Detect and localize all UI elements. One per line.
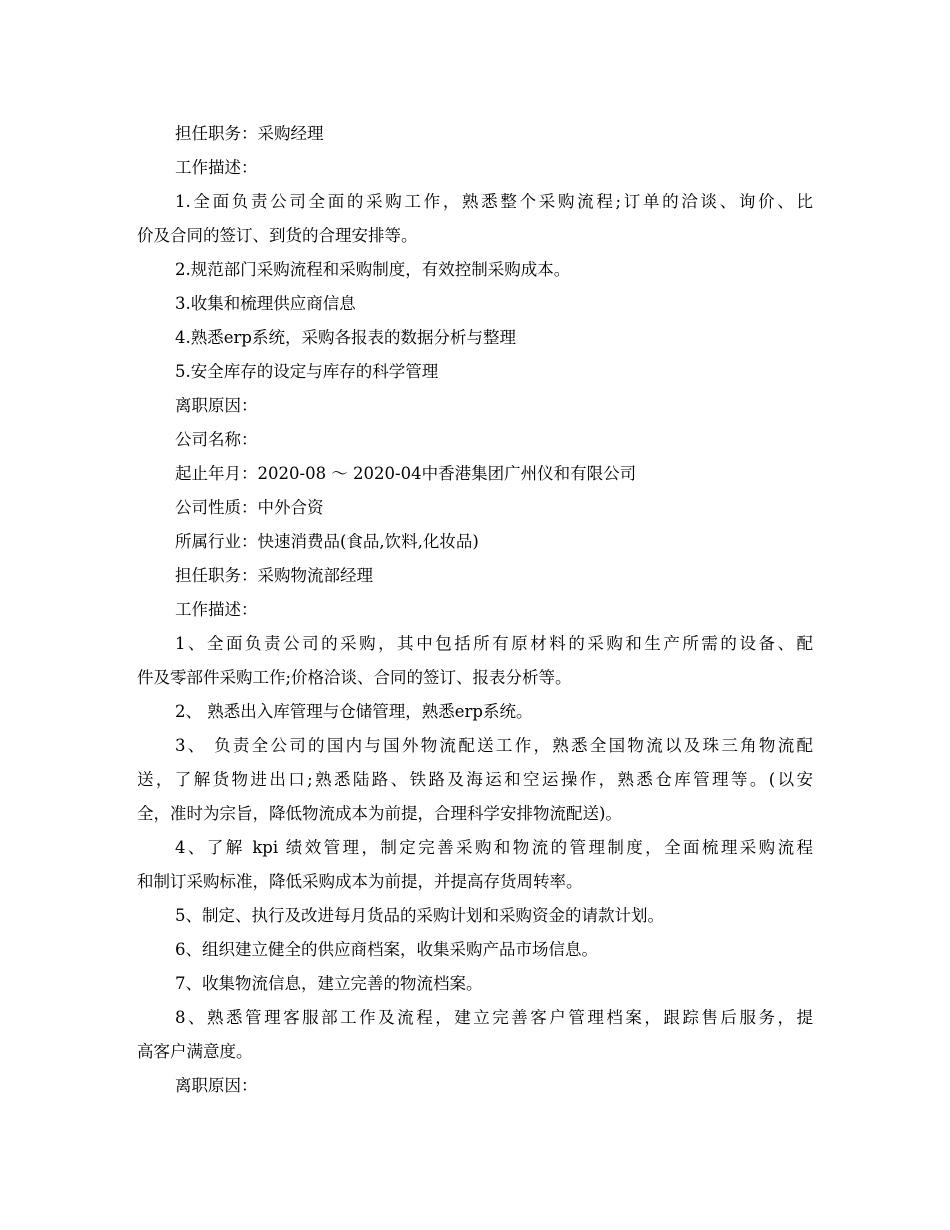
text-line: 起止年月：2020-08 ～ 2020-04中香港集团广州仪和有限公司: [175, 464, 637, 483]
text-line: 所属行业：快速消费品(食品,饮料,化妆品): [175, 532, 479, 551]
text-line: 离职原因：: [175, 1076, 258, 1095]
text-line: 工作描述：: [175, 158, 258, 177]
text-line: 离职原因：: [175, 396, 258, 415]
text-line: 2.规范部门采购流程和采购制度，有效控制采购成本。: [175, 260, 571, 279]
text-line: 8、熟悉管理客服部工作及流程，建立完善客户管理档案，跟踪售后服务，提: [175, 1008, 813, 1027]
text-line: 担任职务：采购物流部经理: [175, 566, 373, 585]
text-line: 公司性质：中外合资: [175, 498, 324, 517]
text-line: 4、了解 kpi 绩效管理，制定完善采购和物流的管理制度，全面梳理采购流程: [175, 838, 813, 857]
text-line: 1、全面负责公司的采购，其中包括所有原材料的采购和生产所需的设备、配: [175, 634, 813, 653]
text-line: 高客户满意度。: [137, 1042, 253, 1061]
text-line: 件及零部件采购工作;价格洽谈、合同的签订、报表分析等。: [137, 668, 572, 687]
text-line: 公司名称：: [175, 430, 258, 449]
text-line: 全，准时为宗旨，降低物流成本为前提，合理科学安排物流配送)。: [137, 804, 622, 823]
text-line: 工作描述：: [175, 600, 258, 619]
text-line: 3.收集和梳理供应商信息: [175, 294, 356, 313]
text-line: 5.安全库存的设定与库存的科学管理: [175, 362, 439, 381]
text-line: 2、 熟悉出入库管理与仓储管理，熟悉erp系统。: [175, 702, 533, 721]
text-line: 4.熟悉erp系统，采购各报表的数据分析与整理: [175, 328, 516, 347]
text-line: 价及合同的签订、到货的合理安排等。: [137, 226, 418, 245]
text-line: 1.全面负责公司全面的采购工作，熟悉整个采购流程;订单的洽谈、询价、比: [175, 192, 813, 211]
text-line: 3、 负责全公司的国内与国外物流配送工作，熟悉全国物流以及珠三角物流配: [175, 736, 813, 755]
text-line: 6、组织建立健全的供应商档案，收集采购产品市场信息。: [175, 940, 598, 959]
text-line: 担任职务：采购经理: [175, 124, 324, 143]
text-line: 和制订采购标准，降低采购成本为前提，并提高存货周转率。: [137, 872, 583, 891]
text-line: 5、制定、执行及改进每月货品的采购计划和采购资金的请款计划。: [175, 906, 664, 925]
text-line: 7、收集物流信息，建立完善的物流档案。: [175, 974, 483, 993]
text-line: 送，了解货物进出口;熟悉陆路、铁路及海运和空运操作，熟悉仓库管理等。(以安: [137, 770, 813, 789]
